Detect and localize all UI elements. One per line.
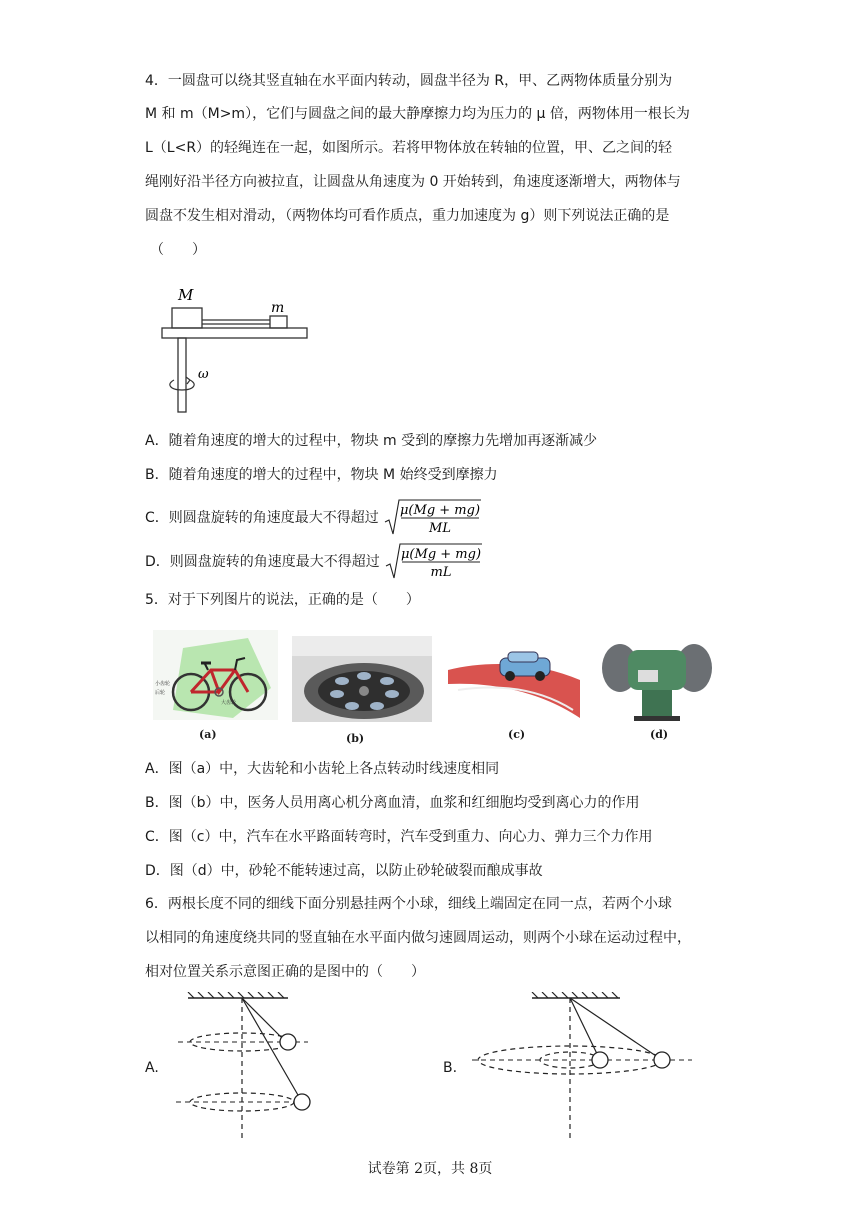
q4-line-4: 绳刚好沿半径方向被拉直，让圆盘从角速度为 0 开始转到，角速度逐渐增大，两物体与 — [145, 174, 681, 190]
bike-label-rear-wheel: 后轮 — [155, 690, 166, 696]
ball-inner-b — [592, 1052, 608, 1068]
q5-option-a: A．图（a）中，大齿轮和小齿轮上各点转动时线速度相同 — [145, 761, 500, 777]
q5-label-c: (c) — [508, 728, 526, 741]
q5-image-d-grinder — [598, 634, 716, 722]
q5-option-d: D．图（d）中，砂轮不能转速过高，以防止砂轮破裂而酿成事故 — [145, 863, 543, 879]
label-M: M — [178, 286, 194, 304]
q5-option-c: C．图（c）中，汽车在水平路面转弯时，汽车受到重力、向心力、弹力三个力作用 — [145, 829, 653, 845]
disk-plate — [162, 328, 307, 338]
q4-line-1: 4．一圆盘可以绕其竖直轴在水平面内转动，圆盘半径为 R，甲、乙两物体质量分别为 — [145, 73, 673, 89]
q4-option-a: A．随着角速度的增大的过程中，物块 m 受到的摩擦力先增加再逐渐减少 — [145, 433, 598, 449]
rotation-arrow-icon — [170, 380, 194, 390]
q5-label-a: (a) — [199, 728, 217, 741]
bike-label-big-gear: 大齿轮 — [221, 700, 237, 706]
q6-figure-a — [168, 992, 318, 1144]
formula-d-numerator: μ(Mg + mg) — [401, 547, 482, 562]
ball-upper-a — [280, 1034, 296, 1050]
axle — [178, 338, 186, 412]
ball-lower-a — [294, 1094, 310, 1110]
label-m: m — [271, 300, 285, 316]
sqrt-symbol-c — [383, 498, 483, 538]
q5-image-b-centrifuge — [292, 636, 432, 722]
q6-line-1: 6．两根长度不同的细线下面分别悬挂两个小球，细线上端固定在同一点，若两个小球 — [145, 896, 672, 912]
q4-option-d-text: D．则圆盘旋转的角速度最大不得超过 — [145, 554, 380, 570]
q4-line-3: L（L<R）的轻绳连在一起，如图所示。若将甲物体放在转轴的位置，甲、乙之间的轻 — [145, 140, 673, 156]
block-M — [172, 308, 202, 328]
q4-option-c-text: C．则圆盘旋转的角速度最大不得超过 — [145, 510, 379, 526]
q4-line-5: 圆盘不发生相对滑动，（两物体均可看作质点，重力加速度为 g）则下列说法正确的是 — [145, 208, 670, 224]
q5-option-b: B．图（b）中，医务人员用离心机分离血清，血浆和红细胞均受到离心力的作用 — [145, 795, 640, 811]
q5-label-d: (d) — [650, 728, 669, 741]
ball-outer-b — [654, 1052, 670, 1068]
formula-d-denominator: mL — [430, 565, 452, 580]
bike-label-small-gear: 小齿轮 — [155, 681, 171, 687]
q6-option-b-label: B. — [443, 1060, 458, 1076]
page-footer: 试卷第 2页，共 8页 — [367, 1161, 493, 1177]
q6-option-a-label: A. — [145, 1060, 159, 1076]
q6-line-3: 相对位置关系示意图正确的是图中的（ ） — [145, 964, 425, 980]
formula-c-numerator: μ(Mg + mg) — [400, 503, 481, 518]
q5-stem: 5．对于下列图片的说法，正确的是（ ） — [145, 592, 420, 608]
q4-line-2: M 和 m（M>m），它们与圆盘之间的最大静摩擦力均为压力的 μ 倍，两物体用一根长为 — [145, 106, 690, 122]
q4-disk-figure — [160, 280, 320, 420]
q4-option-c — [145, 498, 483, 538]
formula-c-denominator: ML — [429, 521, 452, 536]
q5-label-b: (b) — [346, 732, 365, 745]
q6-line-2: 以相同的角速度绕共同的竖直轴在水平面内做匀速圆周运动，则两个小球在运动过程中， — [145, 930, 691, 946]
q5-image-c-car — [448, 640, 580, 720]
block-m — [270, 316, 287, 328]
sqrt-symbol-d — [384, 542, 484, 582]
q5-image-a-bicycle — [153, 630, 278, 720]
q4-option-b: B．随着角速度的增大的过程中，物块 M 始终受到摩擦力 — [145, 467, 498, 483]
q4-option-d — [145, 542, 484, 582]
q6-figure-b — [470, 992, 700, 1144]
q4-line-6: （ ） — [150, 242, 206, 258]
label-omega: ω — [198, 367, 209, 382]
